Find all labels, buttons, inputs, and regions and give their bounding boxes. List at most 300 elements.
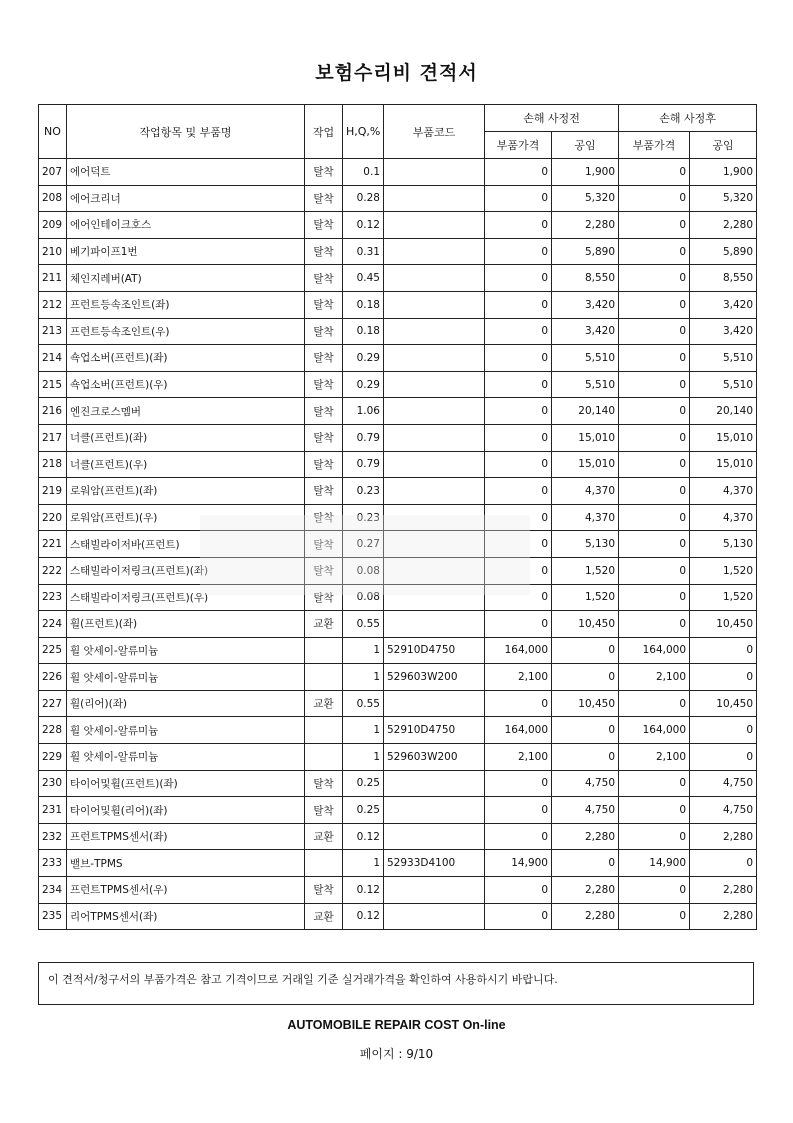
part-code: 529603W200 (384, 664, 485, 691)
table-row (39, 903, 757, 930)
before-labor: 0 (552, 744, 619, 771)
header-no: NO (39, 105, 67, 159)
after-part-price: 0 (619, 318, 690, 345)
hq-value: 0.23 (343, 478, 384, 505)
work-type: 탈착 (305, 318, 343, 345)
item-name: 프런트TPMS센서(좌) (67, 823, 305, 850)
before-labor: 10,450 (552, 690, 619, 717)
work-type: 탈착 (305, 770, 343, 797)
after-part-price: 0 (619, 371, 690, 398)
table-row (39, 398, 757, 425)
hq-value: 0.12 (343, 212, 384, 239)
before-part-price: 0 (485, 345, 552, 372)
work-type: 탈착 (305, 531, 343, 558)
work-type (305, 850, 343, 877)
table-row (39, 744, 757, 771)
part-code (384, 478, 485, 505)
work-type: 탈착 (305, 265, 343, 292)
before-part-price: 0 (485, 478, 552, 505)
row-number: 224 (39, 611, 67, 638)
row-number: 229 (39, 744, 67, 771)
after-labor: 5,890 (690, 238, 757, 265)
after-part-price: 0 (619, 345, 690, 372)
work-type: 탈착 (305, 557, 343, 584)
after-labor: 0 (690, 717, 757, 744)
table-row (39, 345, 757, 372)
before-labor: 0 (552, 637, 619, 664)
before-labor: 4,750 (552, 797, 619, 824)
before-part-price: 0 (485, 611, 552, 638)
row-number: 217 (39, 424, 67, 451)
after-part-price: 0 (619, 690, 690, 717)
after-labor: 4,750 (690, 770, 757, 797)
part-code (384, 451, 485, 478)
part-code (384, 903, 485, 930)
after-labor: 3,420 (690, 318, 757, 345)
after-labor: 5,510 (690, 371, 757, 398)
after-part-price: 2,100 (619, 664, 690, 691)
item-name: 엔진크로스멤버 (67, 398, 305, 425)
before-part-price: 0 (485, 371, 552, 398)
before-part-price: 0 (485, 451, 552, 478)
work-type: 탈착 (305, 238, 343, 265)
before-labor: 0 (552, 664, 619, 691)
item-name: 스태빌라이저링크(프런트)(우) (67, 584, 305, 611)
item-name: 타이어및휠(프런트)(좌) (67, 770, 305, 797)
after-labor: 4,750 (690, 797, 757, 824)
after-labor: 4,370 (690, 504, 757, 531)
row-number: 233 (39, 850, 67, 877)
work-type: 탈착 (305, 398, 343, 425)
hq-value: 1.06 (343, 398, 384, 425)
work-type (305, 744, 343, 771)
row-number: 223 (39, 584, 67, 611)
after-labor: 15,010 (690, 424, 757, 451)
row-number: 226 (39, 664, 67, 691)
after-part-price: 2,100 (619, 744, 690, 771)
table-row (39, 265, 757, 292)
work-type (305, 637, 343, 664)
before-part-price: 0 (485, 398, 552, 425)
row-number: 225 (39, 637, 67, 664)
before-labor: 8,550 (552, 265, 619, 292)
after-labor: 2,280 (690, 823, 757, 850)
item-name: 휠 앗세이-알류미늄 (67, 637, 305, 664)
part-code (384, 424, 485, 451)
part-code (384, 823, 485, 850)
before-labor: 5,510 (552, 345, 619, 372)
work-type: 탈착 (305, 212, 343, 239)
row-number: 214 (39, 345, 67, 372)
after-labor: 8,550 (690, 265, 757, 292)
before-labor: 1,520 (552, 557, 619, 584)
item-name: 에어덕트 (67, 159, 305, 186)
header-before-part-price: 부품가격 (485, 132, 552, 159)
work-type: 탈착 (305, 159, 343, 186)
table-row (39, 238, 757, 265)
after-labor: 3,420 (690, 291, 757, 318)
before-labor: 2,280 (552, 823, 619, 850)
document-title: 보험수리비 견적서 (315, 62, 478, 84)
after-part-price: 0 (619, 557, 690, 584)
hq-value: 0.27 (343, 531, 384, 558)
after-labor: 0 (690, 637, 757, 664)
after-labor: 2,280 (690, 903, 757, 930)
before-part-price: 0 (485, 877, 552, 904)
row-number: 209 (39, 212, 67, 239)
before-part-price: 2,100 (485, 664, 552, 691)
after-part-price: 164,000 (619, 717, 690, 744)
work-type: 탈착 (305, 185, 343, 212)
part-code (384, 159, 485, 186)
part-code (384, 291, 485, 318)
item-name: 에어크리너 (67, 185, 305, 212)
before-labor: 0 (552, 850, 619, 877)
row-number: 212 (39, 291, 67, 318)
after-part-price: 0 (619, 159, 690, 186)
hq-value: 1 (343, 744, 384, 771)
after-part-price: 0 (619, 185, 690, 212)
footer-brand: AUTOMOBILE REPAIR COST On-line (287, 1018, 506, 1032)
item-name: 쇽업소버(프런트)(우) (67, 371, 305, 398)
after-labor: 10,450 (690, 611, 757, 638)
hq-value: 0.55 (343, 611, 384, 638)
before-labor: 2,280 (552, 212, 619, 239)
before-part-price: 0 (485, 212, 552, 239)
before-part-price: 0 (485, 424, 552, 451)
after-labor: 1,520 (690, 584, 757, 611)
row-number: 218 (39, 451, 67, 478)
table-row (39, 797, 757, 824)
after-labor: 0 (690, 664, 757, 691)
work-type: 탈착 (305, 877, 343, 904)
hq-value: 1 (343, 664, 384, 691)
hq-value: 0.79 (343, 451, 384, 478)
work-type: 탈착 (305, 424, 343, 451)
table-row (39, 850, 757, 877)
table-row (39, 371, 757, 398)
hq-value: 0.18 (343, 291, 384, 318)
after-labor: 5,320 (690, 185, 757, 212)
hq-value: 1 (343, 850, 384, 877)
work-type: 교환 (305, 823, 343, 850)
row-number: 219 (39, 478, 67, 505)
before-labor: 1,520 (552, 584, 619, 611)
table-row (39, 504, 757, 531)
row-number: 232 (39, 823, 67, 850)
before-labor: 5,130 (552, 531, 619, 558)
row-number: 230 (39, 770, 67, 797)
before-labor: 15,010 (552, 451, 619, 478)
before-part-price: 0 (485, 291, 552, 318)
table-row (39, 318, 757, 345)
hq-value: 0.31 (343, 238, 384, 265)
part-code (384, 557, 485, 584)
item-name: 밸브-TPMS (67, 850, 305, 877)
after-part-price: 0 (619, 531, 690, 558)
before-part-price: 0 (485, 903, 552, 930)
item-name: 스태빌라이저링크(프런트)(좌) (67, 557, 305, 584)
row-number: 216 (39, 398, 67, 425)
item-name: 베기파이프1번 (67, 238, 305, 265)
work-type (305, 717, 343, 744)
part-code (384, 185, 485, 212)
hq-value: 0.18 (343, 318, 384, 345)
after-labor: 10,450 (690, 690, 757, 717)
before-labor: 5,890 (552, 238, 619, 265)
work-type: 탈착 (305, 584, 343, 611)
after-part-price: 0 (619, 797, 690, 824)
before-labor: 4,370 (552, 504, 619, 531)
after-labor: 2,280 (690, 877, 757, 904)
after-labor: 4,370 (690, 478, 757, 505)
hq-value: 0.79 (343, 424, 384, 451)
part-code: 52910D4750 (384, 637, 485, 664)
before-part-price: 164,000 (485, 637, 552, 664)
table-row (39, 770, 757, 797)
item-name: 너클(프런트)(우) (67, 451, 305, 478)
hq-value: 0.12 (343, 903, 384, 930)
table-row (39, 877, 757, 904)
before-part-price: 0 (485, 504, 552, 531)
hq-value: 0.25 (343, 797, 384, 824)
after-labor: 2,280 (690, 212, 757, 239)
item-name: 로워암(프런트)(우) (67, 504, 305, 531)
after-part-price: 0 (619, 903, 690, 930)
part-code (384, 504, 485, 531)
after-labor: 0 (690, 744, 757, 771)
item-name: 너클(프런트)(좌) (67, 424, 305, 451)
hq-value: 0.08 (343, 584, 384, 611)
header-hq: H,Q,% (343, 105, 384, 159)
after-part-price: 0 (619, 478, 690, 505)
hq-value: 0.45 (343, 265, 384, 292)
row-number: 234 (39, 877, 67, 904)
table-row (39, 451, 757, 478)
row-number: 221 (39, 531, 67, 558)
hq-value: 1 (343, 717, 384, 744)
table-row (39, 212, 757, 239)
after-labor: 0 (690, 850, 757, 877)
before-part-price: 0 (485, 557, 552, 584)
before-part-price: 0 (485, 797, 552, 824)
hq-value: 0.28 (343, 185, 384, 212)
before-labor: 4,370 (552, 478, 619, 505)
row-number: 215 (39, 371, 67, 398)
work-type: 탈착 (305, 797, 343, 824)
part-code: 52933D4100 (384, 850, 485, 877)
before-part-price: 14,900 (485, 850, 552, 877)
item-name: 쇽업소버(프런트)(좌) (67, 345, 305, 372)
before-labor: 5,320 (552, 185, 619, 212)
hq-value: 0.08 (343, 557, 384, 584)
work-type (305, 664, 343, 691)
table-row (39, 531, 757, 558)
work-type: 교환 (305, 611, 343, 638)
row-number: 231 (39, 797, 67, 824)
row-number: 210 (39, 238, 67, 265)
header-after-assessment: 손해 사정후 (619, 105, 757, 132)
item-name: 휠(리어)(좌) (67, 690, 305, 717)
before-labor: 5,510 (552, 371, 619, 398)
before-part-price: 0 (485, 690, 552, 717)
after-part-price: 0 (619, 424, 690, 451)
table-row (39, 690, 757, 717)
hq-value: 0.12 (343, 823, 384, 850)
after-labor: 20,140 (690, 398, 757, 425)
after-labor: 5,130 (690, 531, 757, 558)
row-number: 235 (39, 903, 67, 930)
part-code (384, 797, 485, 824)
after-labor: 5,510 (690, 345, 757, 372)
after-part-price: 0 (619, 823, 690, 850)
work-type: 탈착 (305, 504, 343, 531)
table-row (39, 291, 757, 318)
before-part-price: 164,000 (485, 717, 552, 744)
item-name: 휠 앗세이-알류미늄 (67, 744, 305, 771)
before-part-price: 0 (485, 238, 552, 265)
after-part-price: 0 (619, 611, 690, 638)
before-part-price: 0 (485, 531, 552, 558)
before-part-price: 0 (485, 770, 552, 797)
item-name: 프런트등속조인트(우) (67, 318, 305, 345)
hq-value: 0.55 (343, 690, 384, 717)
table-row (39, 478, 757, 505)
part-code (384, 877, 485, 904)
hq-value: 0.29 (343, 345, 384, 372)
before-part-price: 0 (485, 159, 552, 186)
after-part-price: 0 (619, 212, 690, 239)
after-part-price: 14,900 (619, 850, 690, 877)
after-part-price: 0 (619, 770, 690, 797)
hq-value: 0.1 (343, 159, 384, 186)
after-part-price: 0 (619, 877, 690, 904)
before-labor: 0 (552, 717, 619, 744)
before-labor: 10,450 (552, 611, 619, 638)
before-labor: 2,280 (552, 877, 619, 904)
before-labor: 1,900 (552, 159, 619, 186)
header-after-part-price: 부품가격 (619, 132, 690, 159)
after-part-price: 0 (619, 398, 690, 425)
part-code (384, 584, 485, 611)
part-code (384, 371, 485, 398)
item-name: 휠 앗세이-알류미늄 (67, 664, 305, 691)
table-row (39, 637, 757, 664)
row-number: 220 (39, 504, 67, 531)
page-number: 페이지 : 9/10 (359, 1047, 434, 1061)
header-before-assessment: 손해 사정전 (485, 105, 619, 132)
work-type: 탈착 (305, 345, 343, 372)
before-part-price: 2,100 (485, 744, 552, 771)
part-code (384, 212, 485, 239)
part-code (384, 690, 485, 717)
header-item: 작업항목 및 부품명 (67, 105, 305, 159)
before-labor: 15,010 (552, 424, 619, 451)
part-code (384, 318, 485, 345)
before-labor: 3,420 (552, 291, 619, 318)
table-row (39, 584, 757, 611)
hq-value: 0.25 (343, 770, 384, 797)
before-labor: 20,140 (552, 398, 619, 425)
header-before-labor: 공임 (552, 132, 619, 159)
work-type: 교환 (305, 690, 343, 717)
row-number: 228 (39, 717, 67, 744)
work-type: 교환 (305, 903, 343, 930)
work-type: 탈착 (305, 451, 343, 478)
table-row (39, 717, 757, 744)
after-part-price: 0 (619, 238, 690, 265)
hq-value: 1 (343, 637, 384, 664)
part-code (384, 770, 485, 797)
header-part-code: 부품코드 (384, 105, 485, 159)
after-labor: 1,900 (690, 159, 757, 186)
item-name: 휠 앗세이-알류미늄 (67, 717, 305, 744)
table-row (39, 159, 757, 186)
item-name: 프런트등속조인트(좌) (67, 291, 305, 318)
work-type: 탈착 (305, 478, 343, 505)
after-part-price: 0 (619, 584, 690, 611)
part-code (384, 265, 485, 292)
before-part-price: 0 (485, 584, 552, 611)
work-type: 탈착 (305, 291, 343, 318)
part-code: 529603W200 (384, 744, 485, 771)
after-part-price: 0 (619, 504, 690, 531)
item-name: 리어TPMS센서(좌) (67, 903, 305, 930)
hq-value: 0.23 (343, 504, 384, 531)
before-part-price: 0 (485, 265, 552, 292)
after-part-price: 0 (619, 265, 690, 292)
after-labor: 15,010 (690, 451, 757, 478)
after-part-price: 0 (619, 291, 690, 318)
item-name: 체인지레버(AT) (67, 265, 305, 292)
item-name: 로워암(프런트)(좌) (67, 478, 305, 505)
after-part-price: 164,000 (619, 637, 690, 664)
hq-value: 0.12 (343, 877, 384, 904)
part-code: 52910D4750 (384, 717, 485, 744)
before-labor: 2,280 (552, 903, 619, 930)
row-number: 222 (39, 557, 67, 584)
part-code (384, 238, 485, 265)
header-after-labor: 공임 (690, 132, 757, 159)
estimate-table (38, 104, 757, 930)
table-row (39, 823, 757, 850)
part-code (384, 398, 485, 425)
row-number: 208 (39, 185, 67, 212)
row-number: 207 (39, 159, 67, 186)
after-part-price: 0 (619, 451, 690, 478)
item-name: 스태빌라이저바(프런트) (67, 531, 305, 558)
header-work: 작업 (305, 105, 343, 159)
part-code (384, 531, 485, 558)
before-labor: 4,750 (552, 770, 619, 797)
item-name: 에어인테이크호스 (67, 212, 305, 239)
hq-value: 0.29 (343, 371, 384, 398)
row-number: 227 (39, 690, 67, 717)
item-name: 타이어및휠(리어)(좌) (67, 797, 305, 824)
before-part-price: 0 (485, 318, 552, 345)
before-part-price: 0 (485, 823, 552, 850)
table-row (39, 557, 757, 584)
price-notice: 이 견적서/청구서의 부품가격은 참고 기격이므로 거래일 기준 실거래가격을 확인하여 사용하시기 바랍니다. (38, 962, 754, 1005)
table-row (39, 424, 757, 451)
item-name: 프런트TPMS센서(우) (67, 877, 305, 904)
part-code (384, 611, 485, 638)
before-labor: 3,420 (552, 318, 619, 345)
table-row (39, 185, 757, 212)
table-row (39, 664, 757, 691)
part-code (384, 345, 485, 372)
row-number: 211 (39, 265, 67, 292)
